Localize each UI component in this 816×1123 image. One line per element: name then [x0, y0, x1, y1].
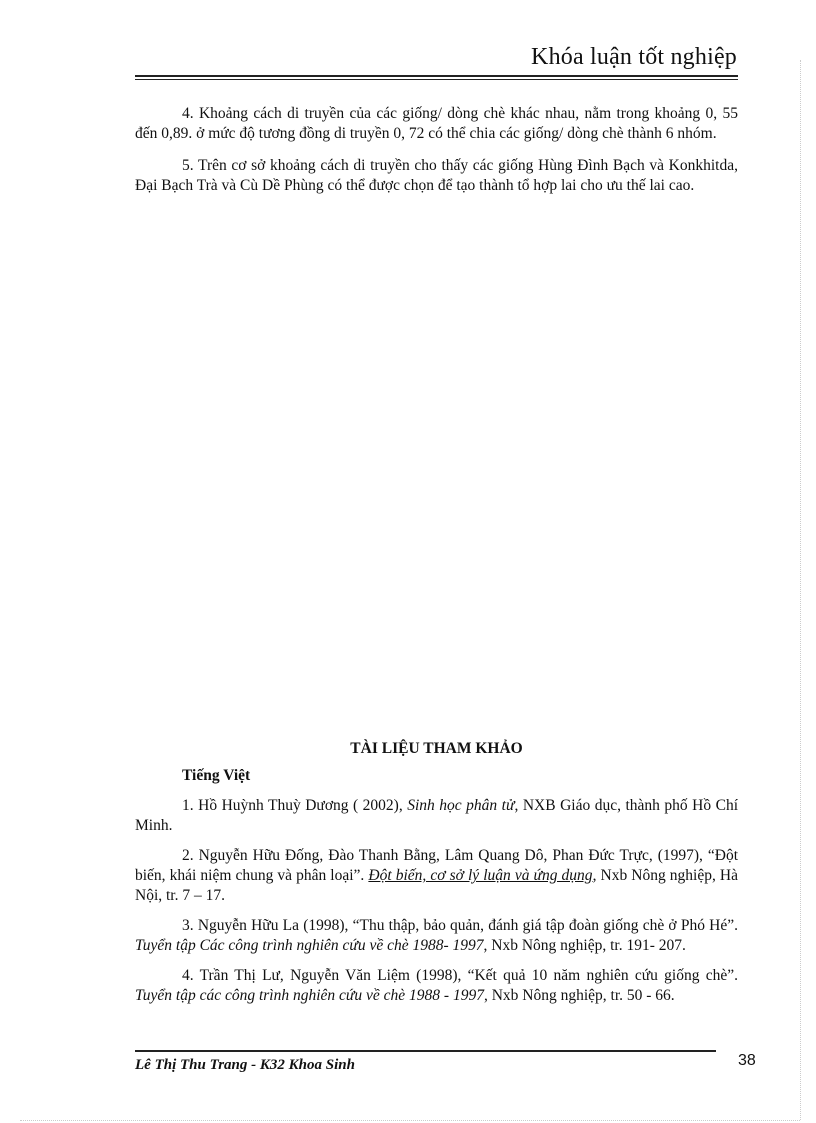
reference-item-2: 2. Nguyễn Hữu Đống, Đào Thanh Bằng, Lâm Quang Dô, Phan Đức Trực, (1997), “Đột biến, khái niệm chung và phân loại”. Đột biến, cơ sở lý luận và ứng dụng, Nxb Nông nghiệp, Hà Nội, tr. 7 – 17. — [135, 847, 738, 904]
reference-title: Sinh học phân tử — [407, 797, 515, 814]
reference-title: Tuyển tập các công trình nghiên cứu về chè 1988 - 1997 — [135, 987, 484, 1004]
reference-list — [135, 796, 738, 1016]
page-border-right — [800, 60, 801, 1120]
reference-item-1: 1. Hồ Huỳnh Thuỳ Dương ( 2002), Sinh học phân tử, NXB Giáo dục, thành phố Hồ Chí Minh. — [135, 797, 738, 834]
running-header: Khóa luận tốt nghiệp — [531, 44, 737, 70]
footer-rule — [135, 1050, 716, 1052]
references-heading: TÀI LIỆU THAM KHẢO — [350, 740, 523, 757]
body-text — [135, 104, 738, 208]
reference-title: Đột biến, cơ sở lý luận và ứng dụng — [368, 867, 593, 884]
references-subheading: Tiếng Việt — [182, 767, 251, 784]
reference-title: Tuyển tập Các công trình nghiên cứu về chè 1988- 1997 — [135, 937, 484, 954]
footer-author: Lê Thị Thu Trang - K32 Khoa Sinh — [135, 1057, 355, 1073]
header-rule — [135, 75, 738, 77]
header-rule-thin — [135, 79, 738, 80]
paragraph-4: 4. Khoảng cách di truyền của các giống/ dòng chè khác nhau, nằm trong khoảng 0, 55 đến 0,89. ở mức độ tương đồng di truyền 0, 72 có thể chia các giống/ dòng chè thành 6 nhóm. — [135, 105, 738, 142]
paragraph-5: 5. Trên cơ sở khoảng cách di truyền cho thấy các giống Hùng Đình Bạch và Konkhitda, Đại Bạch Trà và Cù Dề Phùng có thể được chọn để tạo thành tổ hợp lai cho ưu thế lai cao. — [135, 157, 738, 194]
page-border-bottom — [20, 1120, 800, 1121]
reference-item-4: 4. Trần Thị Lư, Nguyễn Văn Liệm (1998), “Kết quả 10 năm nghiên cứu giống chè”. Tuyển tập các công trình nghiên cứu về chè 1988 - 1997, Nxb Nông nghiệp, tr. 50 - 66. — [135, 967, 738, 1004]
reference-item-3: 3. Nguyễn Hữu La (1998), “Thu thập, bảo quản, đánh giá tập đoàn giống chè ở Phó Hé”. Tuyển tập Các công trình nghiên cứu về chè 1988- 1997, Nxb Nông nghiệp, tr. 191- 207. — [135, 917, 738, 954]
page-number: 38 — [738, 1052, 756, 1069]
